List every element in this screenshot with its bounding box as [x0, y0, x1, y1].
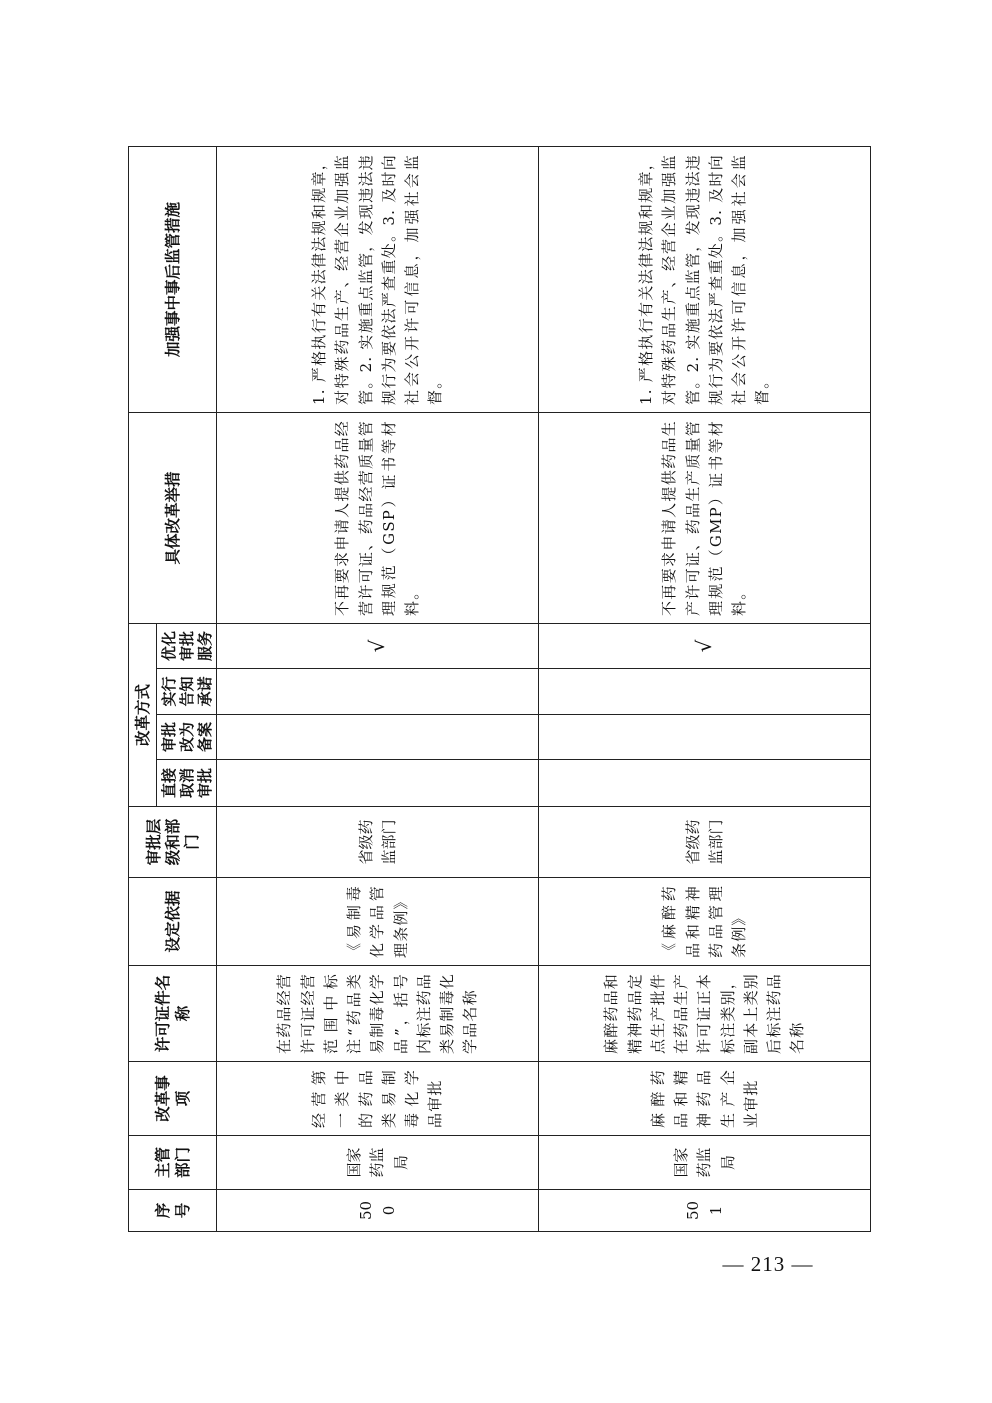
row-mode-cancel [539, 760, 871, 807]
header-mode-optimize: 优化审批服务 [157, 623, 217, 668]
row-basis: 《易制毒化学品管理条例》 [217, 878, 539, 966]
row-seq: 500 [217, 1190, 539, 1232]
row-measures: 不再要求申请人提供药品生产许可证、药品生产质量管理规范（GMP）证书等材料。 [539, 412, 871, 623]
row-measures: 不再要求申请人提供药品经营许可证、药品经营质量管理规范（GSP）证书等材料。 [217, 412, 539, 623]
row-mode-cancel [217, 760, 539, 807]
row-dept: 国家药监局 [539, 1136, 871, 1190]
table-row [217, 146, 539, 1231]
header-measures: 具体改革举措 [129, 412, 217, 623]
row-mode-notify [217, 669, 539, 715]
row-mode-notify [539, 669, 871, 715]
header-seq: 序号 [129, 1190, 217, 1232]
header-mode-cancel: 直接取消审批 [157, 760, 217, 807]
header-mode-group: 改革方式 [129, 623, 157, 806]
row-mode-optimize-check: √ [217, 623, 539, 668]
header-mode-notify: 实行告知承诺 [157, 669, 217, 715]
row-level: 省级药监部门 [539, 807, 871, 878]
reform-table [128, 146, 871, 1232]
header-basis: 设定依据 [129, 878, 217, 966]
header-mode-record: 审批改为备案 [157, 715, 217, 760]
header-item: 改革事项 [129, 1062, 217, 1136]
header-license: 许可证件名称 [129, 966, 217, 1062]
row-supervision: 1. 严格执行有关法律法规和规章，对特殊药品生产、经营企业加强监管。2. 实施重点监管，发现违法违规行为要依法严查重处。3. 及时向社会公开许可信息，加强社会监督。 [539, 146, 871, 412]
header-row [129, 146, 157, 1231]
row-item: 经营第一类中的药品类易制毒化学品审批 [217, 1062, 539, 1136]
row-supervision: 1. 严格执行有关法律法规和规章，对特殊药品生产、经营企业加强监管。2. 实施重点监管，发现违法违规行为要依法严查重处。3. 及时向社会公开许可信息，加强社会监督。 [217, 146, 539, 412]
row-dept: 国家药监局 [217, 1136, 539, 1190]
row-mode-optimize-check: √ [539, 623, 871, 668]
header-dept: 主管部门 [129, 1136, 217, 1190]
header-supervision: 加强事中事后监管措施 [129, 146, 217, 412]
row-seq: 501 [539, 1190, 871, 1232]
row-license: 麻醉药品和精神药品定点生产批件在药品生产许可证正本标注类别，副本上类别后标注药品名称 [539, 966, 871, 1062]
page-number: — 213 — [722, 1252, 814, 1276]
row-item: 麻醉药品和精神药品生产企业审批 [539, 1062, 871, 1136]
row-mode-record [539, 715, 871, 760]
header-level: 审批层级和部门 [129, 807, 217, 878]
row-level: 省级药监部门 [217, 807, 539, 878]
row-license: 在药品经营许可证经营范围中标注“药品类易制毒化学品”，括号内标注药品类易制毒化学品名称 [217, 966, 539, 1062]
table-row [539, 146, 871, 1231]
rotated-table-stage [128, 153, 864, 1232]
row-mode-record [217, 715, 539, 760]
row-basis: 《麻醉药品和精神药品管理条例》 [539, 878, 871, 966]
